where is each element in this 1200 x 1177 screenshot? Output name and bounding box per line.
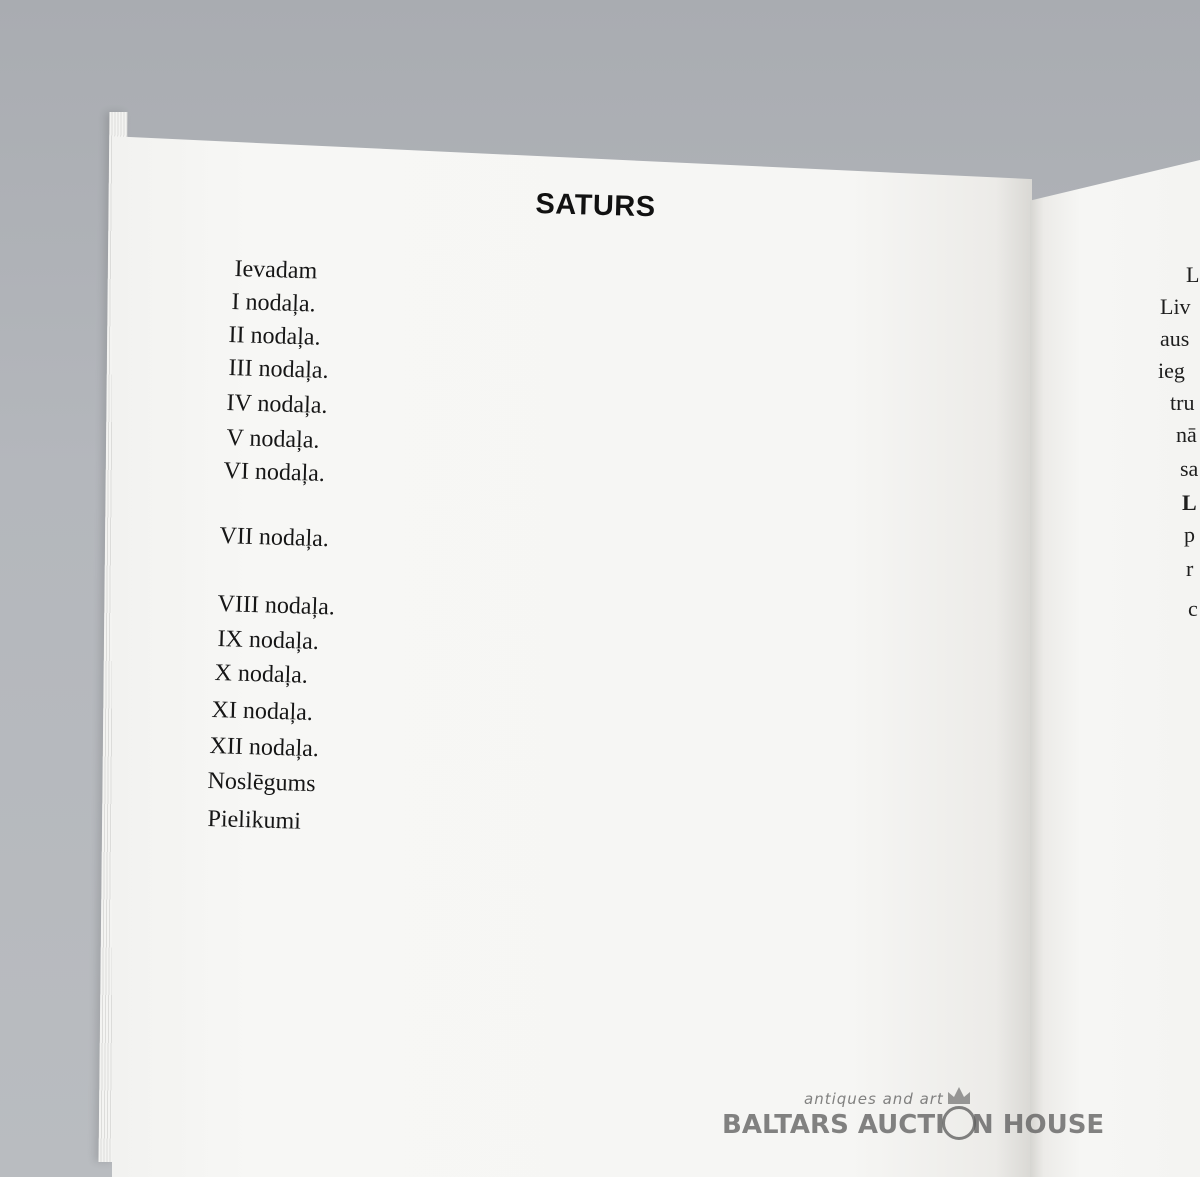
right-page-fragment: L bbox=[1182, 490, 1197, 515]
watermark bbox=[722, 1090, 1122, 1170]
toc-chapter: XI nodaļa. bbox=[211, 697, 314, 726]
right-page-fragment: r bbox=[1186, 556, 1194, 581]
watermark-ring-icon bbox=[942, 1106, 976, 1140]
toc-chapter: Pielikumi bbox=[207, 806, 302, 835]
right-page-fragment: tru bbox=[1170, 390, 1195, 415]
right-page-fragment: Liv bbox=[1160, 294, 1191, 319]
toc-chapter: X nodaļa. bbox=[214, 660, 309, 689]
toc-chapter: XII nodaļa. bbox=[209, 733, 320, 763]
toc-chapter: VII nodaļa. bbox=[219, 523, 330, 553]
toc-chapter: VIII nodaļa. bbox=[217, 591, 336, 621]
right-page-fragment: ieg bbox=[1158, 358, 1185, 383]
right-page-fragment: p bbox=[1184, 522, 1195, 547]
toc-chapter: Noslēgums bbox=[207, 768, 316, 798]
toc-chapter: IV nodaļa. bbox=[226, 390, 328, 419]
crown-icon bbox=[946, 1084, 972, 1106]
toc-row bbox=[354, 950, 990, 994]
watermark-tagline: antiques and art bbox=[804, 1090, 944, 1108]
toc-chapter: VI nodaļa. bbox=[223, 458, 326, 487]
toc-chapter: IX nodaļa. bbox=[217, 626, 320, 655]
right-page-fragment: nā bbox=[1176, 422, 1197, 447]
toc-chapter: III nodaļa. bbox=[228, 355, 329, 384]
toc-chapter: V nodaļa. bbox=[226, 425, 320, 454]
toc-chapter: I nodaļa. bbox=[231, 289, 316, 318]
watermark-brand: BALTARS AUCTI N HOUSE bbox=[722, 1110, 1105, 1140]
right-page-fragment: c bbox=[1188, 596, 1198, 621]
toc-chapter: II nodaļa. bbox=[228, 322, 321, 351]
toc-chapter: Ievadam bbox=[234, 256, 318, 285]
right-page-fragment: aus bbox=[1160, 326, 1190, 351]
right-page-fragment: sa bbox=[1180, 456, 1199, 481]
toc-row bbox=[355, 912, 988, 956]
right-page-fragment: L bbox=[1186, 262, 1200, 287]
toc-title: SATURS bbox=[535, 188, 657, 224]
